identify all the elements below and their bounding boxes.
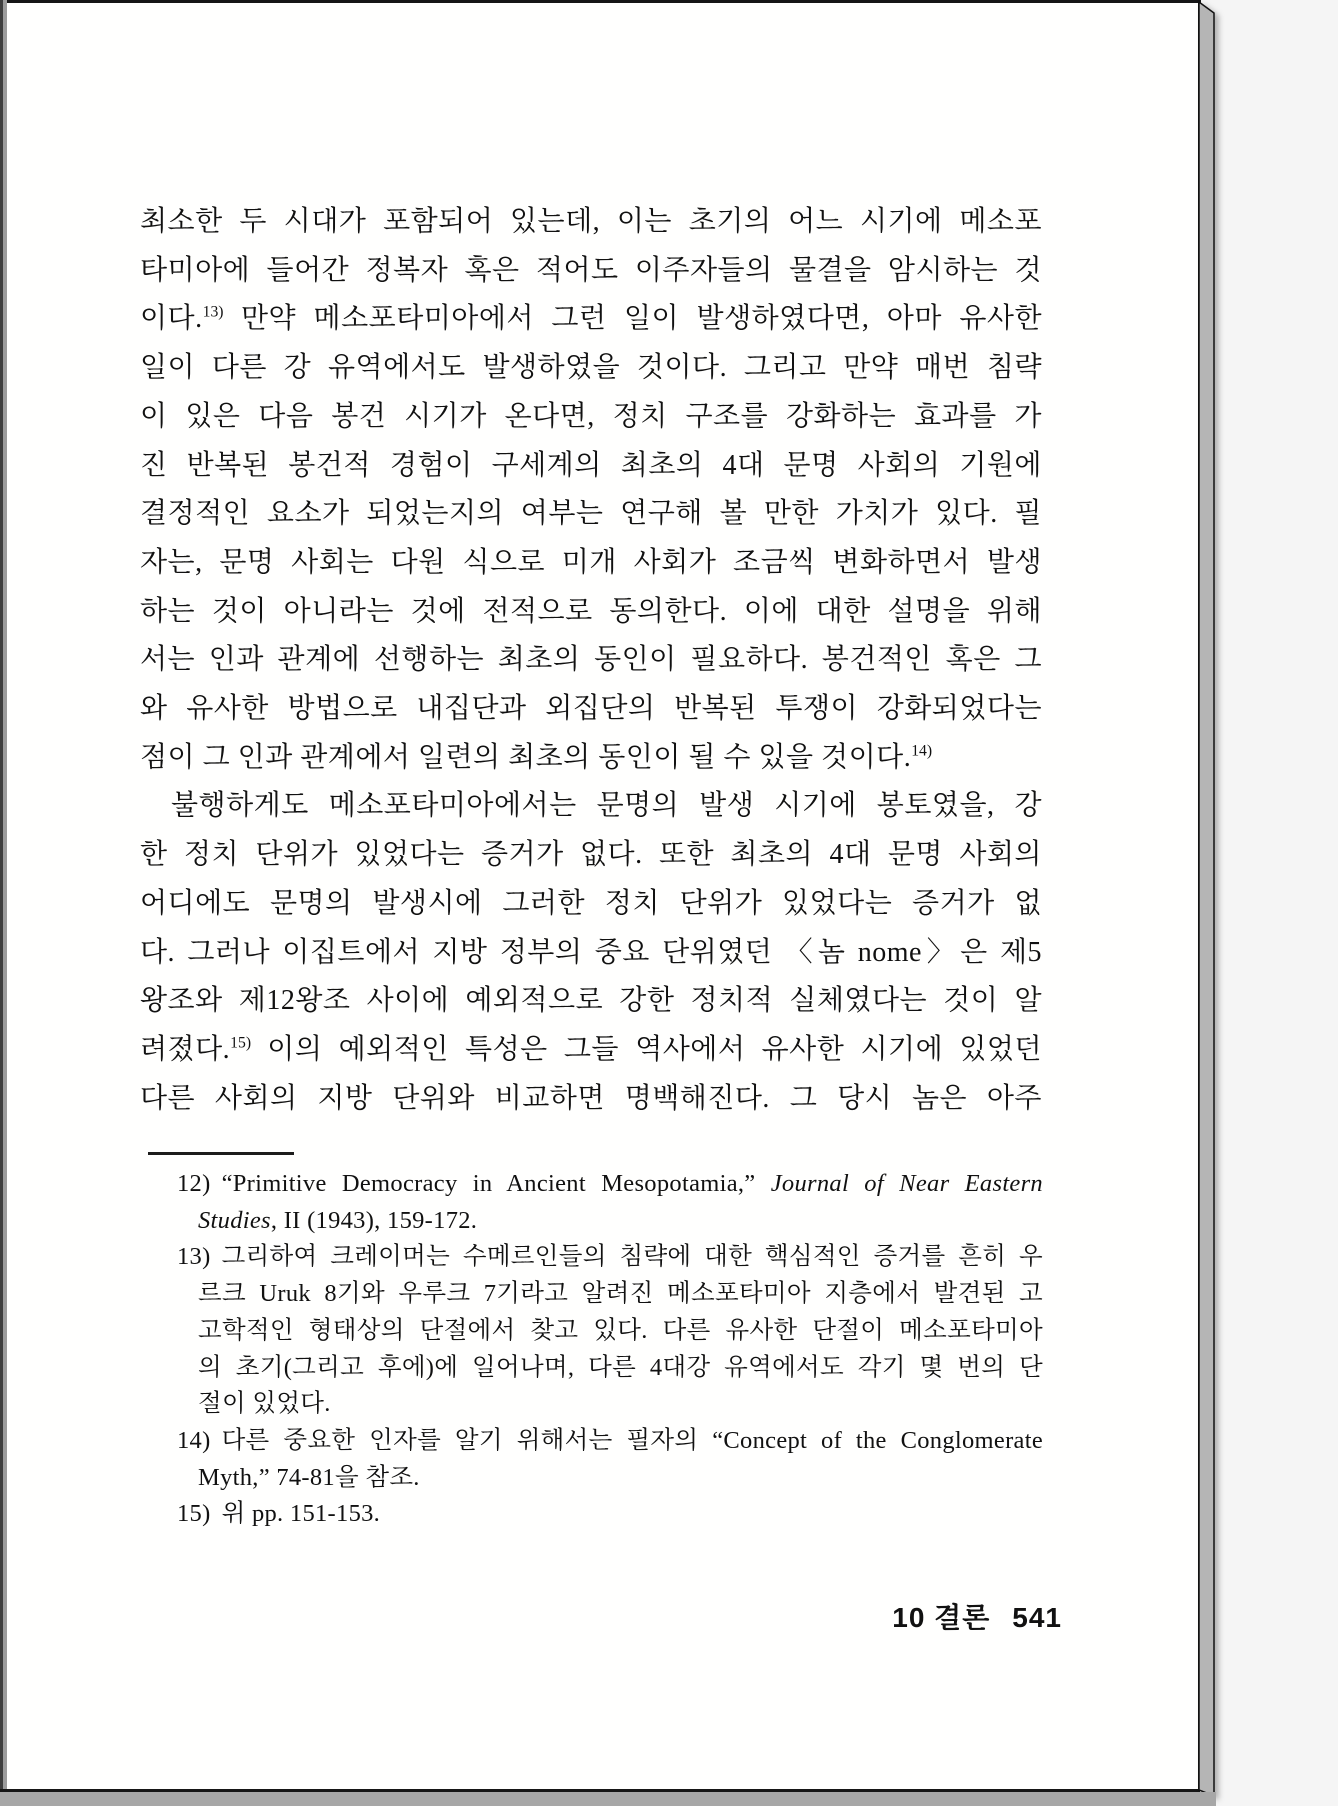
footnote-14-marker: 14) <box>177 1426 211 1454</box>
body-line: 결정적인 요소가 되었는지의 여부는 연구해 볼 만한 가치가 있다. 필 <box>140 498 1042 530</box>
footnote-ref-15: 15) <box>230 1034 252 1052</box>
footnote-13-marker: 13) <box>177 1243 211 1271</box>
body-line: 서는 인과 관계에 선행하는 최초의 동인이 필요하다. 봉건적인 혹은 그 <box>140 644 1042 676</box>
body-line: 한 정치 단위가 있었다는 증거가 없다. 또한 최초의 4대 문명 사회의 <box>140 839 1042 871</box>
footnote-14-line: 14) 다른 중요한 인자를 알기 위해서는 필자의 “Concept of the Conglomerate <box>177 1426 1043 1454</box>
body-text-block <box>140 198 1042 1123</box>
footnote-14-line: Myth,” 74-81을 참조. <box>198 1463 420 1491</box>
body-line: 타미아에 들어간 정복자 혹은 적어도 이주자들의 물결을 암시하는 것 <box>140 254 1042 286</box>
page-edge-bottom <box>0 1792 1216 1806</box>
footnote-15-marker: 15) <box>177 1500 211 1528</box>
body-line: 일이 다른 강 유역에서도 발생하였을 것이다. 그리고 만약 매번 침략 <box>140 352 1042 384</box>
footnote-15-line: 15) 위 pp. 151-153. <box>177 1500 381 1528</box>
body-line: 최소한 두 시대가 포함되어 있는데, 이는 초기의 어느 시기에 메소포 <box>140 206 1042 237</box>
footnote-13-line: 절이 있었다. <box>198 1390 331 1418</box>
footnote-12-line: 12) “Primitive Democracy in Ancient Mesopotamia,” Journal of Near Eastern <box>177 1170 1043 1197</box>
body-line: 진 반복된 봉건적 경험이 구세계의 최초의 4대 문명 사회의 기원에 <box>140 449 1042 481</box>
footnote-12-marker: 12) <box>177 1170 211 1197</box>
body-line: 이 있은 다음 봉건 시기가 온다면, 정치 구조를 강화하는 효과를 가 <box>140 400 1042 432</box>
footnote-separator-rule <box>148 1152 294 1155</box>
body-line: 하는 것이 아니라는 것에 전적으로 동의한다. 이에 대한 설명을 위해 <box>140 595 1042 627</box>
footnote-13-line: 의 초기(그리고 후에)에 일어나며, 다른 4대강 유역에서도 각기 몇 번의 단 <box>198 1353 1043 1381</box>
body-line: 려졌다.$^{15)}$ 이의 예외적인 특성은 그들 역사에서 유사한 시기에 있었던 <box>140 1033 1042 1065</box>
body-line: 이다.$^{13)}$ 만약 메소포타미아에서 그런 일이 발생하였다면, 아마 유사한 <box>140 303 1042 335</box>
page-edge-right <box>1198 0 1220 1806</box>
footnote-ref-14: 14) <box>911 742 933 760</box>
body-line: 어디에도 문명의 발생시에 그러한 정치 단위가 있었다는 증거가 없 <box>140 887 1042 919</box>
body-line: 다. 그러나 이집트에서 지방 정부의 중요 단위였던 〈놈 nome〉은 제5 <box>140 936 1042 968</box>
page-border-top <box>0 0 1201 3</box>
footnote-13-line: 르크 Uruk 8기와 우루크 7기라고 알려진 메소포타미아 지층에서 발견된 고 <box>198 1280 1043 1308</box>
body-line: 왕조와 제12왕조 사이에 예외적으로 강한 정치적 실체였다는 것이 알 <box>140 985 1042 1017</box>
body-line: 점이 그 인과 관계에서 일련의 최초의 동인이 될 수 있을 것이다.$^{14)}$ <box>140 741 933 773</box>
footnote-12-line: Studies, II (1943), 159-172. <box>198 1206 478 1234</box>
body-line: 와 유사한 방법으로 내집단과 외집단의 반복된 투쟁이 강화되었다는 <box>140 693 1042 725</box>
page-footer <box>892 1596 1062 1636</box>
page-border-left-inner <box>3 0 7 1792</box>
body-line: 다른 사회의 지방 단위와 비교하면 명백해진다. 그 당시 놈은 아주 <box>140 1082 1042 1114</box>
body-line: 자는, 문명 사회는 다원 식으로 미개 사회가 조금씩 변화하면서 발생 <box>140 546 1042 578</box>
footnote-13-line: 고학적인 형태상의 단절에서 찾고 있다. 다른 유사한 단절이 메소포타미아 <box>198 1316 1043 1344</box>
body-line-paragraph-start: 불행하게도 메소포타미아에서는 문명의 발생 시기에 봉토였을, 강 <box>171 790 1042 822</box>
running-head: 10 결론 <box>892 1602 991 1633</box>
footnote-13-line: 13) 그리하여 크레이머는 수메르인들의 침략에 대한 핵심적인 증거를 흔히 우 <box>177 1243 1043 1271</box>
footnote-ref-13: 13) <box>202 304 224 322</box>
page-number: 541 <box>1012 1602 1062 1633</box>
footnotes-block <box>177 1166 1043 1533</box>
